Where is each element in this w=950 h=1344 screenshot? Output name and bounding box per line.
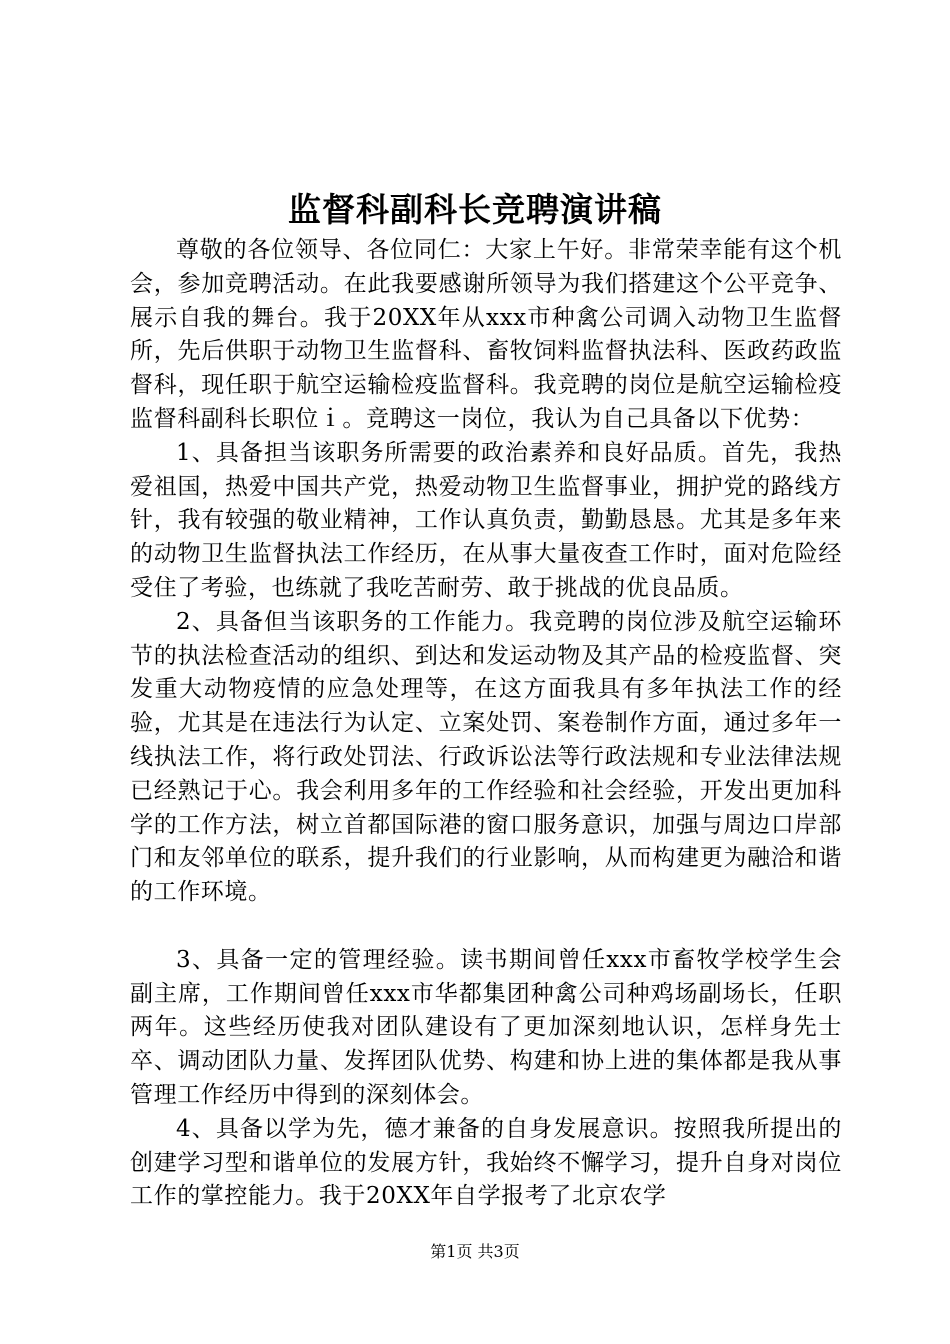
paragraph-point-2: 2、具备但当该职务的工作能力。我竞聘的岗位涉及航空运输环节的执法检查活动的组织、到达和发运动物及其产品的检疫监督、突发重大动物疫情的应急处理等，在这方面我具有多年执法工作的经验，尤其是在违法行为认定、立案处罚、案卷制作方面，通过多年一线执法工作，将行政处罚法、行政诉讼法等行政法规和专业法律法规已经熟记于心。我会利用多年的工作经验和社会经验，开发出更加科学的工作方法，树立首都国际港的窗口服务意识，加强与周边口岸部门和友邻单位的联系，提升我们的行业影响，从而构建更为融洽和谐的工作环境。 xyxy=(130,608,842,906)
paragraph-point-1: 1、具备担当该职务所需要的政治素养和良好品质。首先，我热爱祖国，热爱中国共产党，热爱动物卫生监督事业，拥护党的路线方针，我有较强的敬业精神，工作认真负责，勤勤恳恳。尤其是多年来的动物卫生监督执法工作经历，在从事大量夜查工作时，面对危险经受住了考验，也练就了我吃苦耐劳、敢于挑战的优良品质。 xyxy=(130,439,842,601)
paragraph-point-4: 4、具备以学为先，德才兼备的自身发展意识。按照我所提出的创建学习型和谐单位的发展方针，我始终不懈学习，提升自身对岗位工作的掌控能力。我于20XX年自学报考了北京农学 xyxy=(130,1115,842,1210)
document-body xyxy=(130,234,842,1214)
paragraph-point-3: 3、具备一定的管理经验。读书期间曾任xxx市畜牧学校学生会副主席，工作期间曾任xxx市华都集团种禽公司种鸡场副场长，任职两年。这些经历使我对团队建设有了更加深刻地认识，怎样身先士卒、调动团队力量、发挥团队优势、构建和协上进的集体都是我从事管理工作经历中得到的深刻体会。 xyxy=(130,946,842,1108)
paragraph-greeting: 尊敬的各位领导、各位同仁：大家上午好。非常荣幸能有这个机会，参加竞聘活动。在此我要感谢所领导为我们搭建这个公平竞争、展示自我的舞台。我于20XX年从xxx市种禽公司调入动物卫生监督所，先后供职于动物卫生监督科、畜牧饲料监督执法科、医政药政监督科，现任职于航空运输检疫监督科。我竞聘的岗位是航空运输检疫监督科副科长职位ｉ。竞聘这一岗位，我认为自己具备以下优势： xyxy=(130,237,842,432)
page-footer: 第1页 共3页 xyxy=(430,1242,520,1261)
document-title: 监督科副科长竞聘演讲稿 xyxy=(288,190,662,229)
paragraph-spacer xyxy=(130,910,842,944)
